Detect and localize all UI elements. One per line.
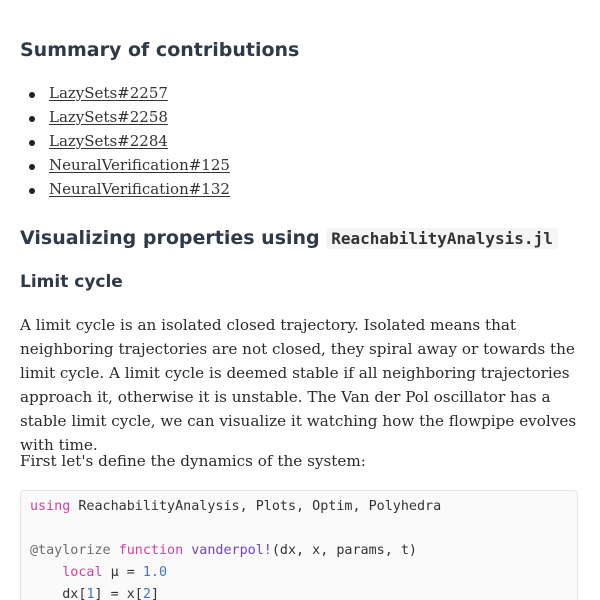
list-item bbox=[0, 178, 230, 202]
list-item bbox=[0, 154, 230, 178]
link-neuralverification-132[interactable]: NeuralVerification#132 bbox=[49, 180, 230, 198]
limit-cycle-heading: Limit cycle bbox=[20, 272, 123, 292]
code-indent bbox=[30, 565, 62, 580]
code-text: (dx, x, params, t) bbox=[271, 543, 417, 558]
code-keyword: local bbox=[62, 565, 103, 580]
bullet-icon bbox=[29, 164, 35, 170]
code-content bbox=[21, 491, 577, 600]
limit-cycle-description: A limit cycle is an isolated closed trajectory. Isolated means that neighboring trajectories are not closed, they spiral away or towards the limit cycle. A limit cycle is deemed stable if all neighboring trajectories approach it, otherwise it is unstable. The Van der Pol oscillator has a stable limit cycle, we can visualize it watching how the flowpipe evolves with time. bbox=[20, 316, 577, 454]
code-text: ] bbox=[150, 587, 159, 600]
bullet-icon bbox=[29, 116, 35, 122]
link-lazysets-2284[interactable]: LazySets#2284 bbox=[49, 132, 168, 150]
code-keyword: using bbox=[30, 499, 71, 514]
code-text: ReachabilityAnalysis, Plots, Optim, Polyhedra bbox=[70, 499, 442, 514]
code-block bbox=[20, 490, 578, 600]
link-lazysets-2258[interactable]: LazySets#2258 bbox=[49, 108, 168, 126]
bullet-icon bbox=[29, 92, 35, 98]
code-number: 1 bbox=[86, 587, 95, 600]
code-text: dx[ bbox=[30, 587, 87, 600]
list-item bbox=[0, 130, 230, 154]
link-neuralverification-125[interactable]: NeuralVerification#125 bbox=[49, 156, 230, 174]
bullet-icon bbox=[29, 140, 35, 146]
visualizing-heading-text: Visualizing properties using bbox=[20, 227, 327, 249]
code-number: 1.0 bbox=[142, 565, 168, 580]
bullet-icon bbox=[29, 188, 35, 194]
code-text: ] = x[ bbox=[94, 587, 143, 600]
list-item bbox=[0, 106, 230, 130]
code-function-name: vanderpol! bbox=[191, 543, 272, 558]
package-name-code: ReachabilityAnalysis.jl bbox=[326, 228, 558, 249]
code-macro: @taylorize bbox=[30, 543, 111, 558]
code-keyword: function bbox=[118, 543, 184, 558]
contributions-list bbox=[0, 82, 230, 202]
link-lazysets-2257[interactable]: LazySets#2257 bbox=[49, 84, 168, 102]
summary-heading: Summary of contributions bbox=[20, 39, 300, 61]
list-item bbox=[0, 82, 230, 106]
code-number: 2 bbox=[142, 587, 151, 600]
visualizing-heading bbox=[20, 227, 558, 249]
code-text: μ = bbox=[102, 565, 143, 580]
dynamics-intro-text: First let's define the dynamics of the system: bbox=[20, 452, 366, 470]
